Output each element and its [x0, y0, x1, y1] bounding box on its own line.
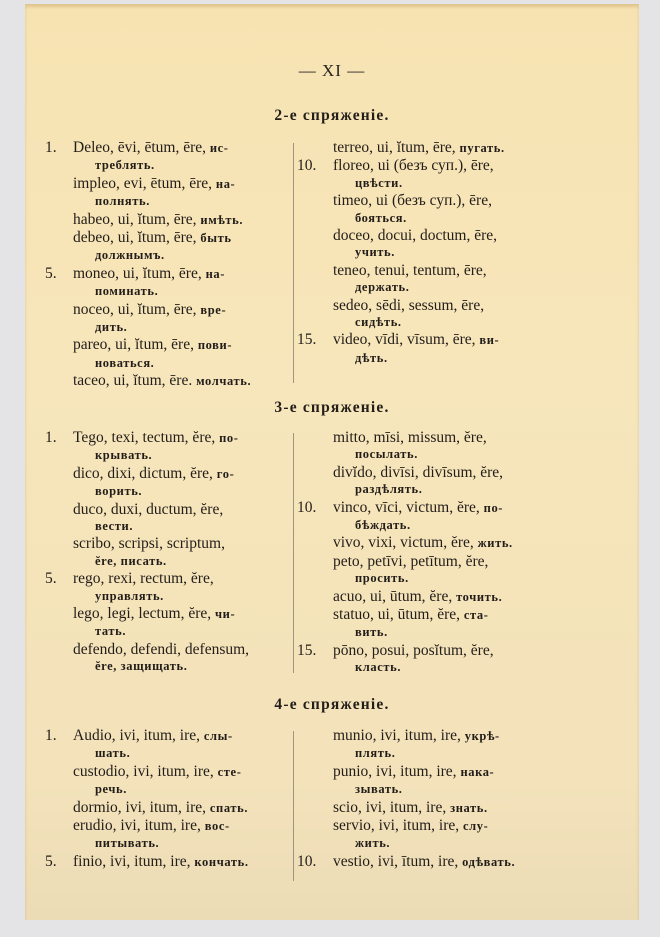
left-column — [47, 727, 313, 871]
verb-entry — [47, 301, 313, 337]
verb-entry — [47, 817, 313, 853]
verb-entry — [301, 139, 601, 157]
russian-translation-continued: бѣждать. — [355, 518, 411, 533]
verb-entry — [47, 853, 313, 871]
latin-principal-parts: dico, dixi, dictum, ĕre, — [73, 464, 213, 482]
verb-entry — [47, 229, 313, 265]
russian-translation: го- — [216, 466, 235, 481]
verb-entry — [47, 465, 313, 501]
russian-translation-continued: цвѣсти. — [355, 175, 403, 190]
russian-translation-continued: питывать. — [95, 836, 160, 851]
left-column — [47, 429, 313, 676]
latin-principal-parts: scribo, scripsi, scriptum, — [73, 535, 225, 553]
russian-translation: жить. — [477, 536, 513, 551]
verb-entry — [297, 331, 601, 367]
russian-translation: слу- — [463, 819, 489, 834]
entry-number: 5. — [45, 264, 57, 282]
entry-number: 10. — [297, 852, 317, 870]
book-page — [25, 4, 639, 920]
russian-translation-continued: плять. — [355, 746, 396, 761]
russian-translation-continued: зывать. — [355, 782, 403, 797]
entry-number: 5. — [45, 570, 57, 588]
verb-entry — [47, 139, 313, 175]
latin-principal-parts: acuo, ui, ūtum, ĕre, — [333, 587, 453, 605]
verb-entry — [301, 817, 601, 853]
latin-principal-parts: vestio, ivi, ītum, ire, — [333, 852, 459, 870]
latin-principal-parts: timeo, ui (безъ суп.), ēre, — [333, 192, 492, 210]
russian-translation-continued: вить. — [355, 625, 388, 640]
russian-translation: быть — [200, 231, 232, 246]
verb-entry — [301, 606, 601, 642]
verb-entry — [47, 799, 313, 817]
russian-translation-continued: посылать. — [355, 447, 418, 462]
latin-principal-parts: lego, legi, lectum, ĕre, — [73, 605, 212, 623]
column-divider — [293, 433, 294, 673]
verb-entry — [301, 192, 601, 227]
latin-principal-parts: finio, ivi, itum, ire, — [73, 852, 191, 870]
russian-translation-continued: ворить. — [95, 484, 143, 499]
verb-entry — [47, 372, 313, 390]
verb-entry — [301, 262, 601, 297]
russian-translation: ис- — [209, 141, 229, 155]
russian-translation-continued: дить. — [95, 320, 128, 335]
right-column — [297, 727, 601, 871]
russian-translation-continued: класть. — [355, 660, 402, 675]
latin-principal-parts: punio, ivi, itum, ire, — [333, 762, 457, 780]
russian-translation-continued: раздѣлять. — [355, 482, 423, 497]
russian-translation-continued: ĕre, писать. — [95, 553, 167, 568]
verb-entry — [301, 534, 601, 552]
russian-translation: вре- — [200, 302, 227, 317]
entry-number: 1. — [45, 727, 57, 744]
russian-translation: по- — [483, 500, 504, 515]
verb-entry — [47, 535, 313, 570]
column-divider — [293, 731, 294, 881]
entry-number: 5. — [45, 852, 57, 870]
latin-principal-parts: pōno, posui, posĭtum, ĕre, — [333, 641, 494, 659]
column-divider — [293, 143, 294, 383]
russian-translation-continued: вести. — [95, 519, 134, 534]
russian-translation-continued: новаться. — [95, 355, 155, 370]
entry-number: 15. — [297, 331, 317, 349]
russian-translation: молчать. — [196, 374, 252, 389]
latin-principal-parts: dormio, ivi, itum, ire, — [73, 798, 207, 816]
verb-entry — [47, 763, 313, 799]
entry-number: 15. — [297, 641, 317, 659]
latin-principal-parts: Tego, texi, tectum, ĕre, — [73, 429, 216, 446]
verb-entry — [47, 570, 313, 605]
entry-number: 1. — [45, 139, 57, 156]
latin-principal-parts: terreo, ui, ĭtum, ēre, — [333, 139, 456, 156]
verb-entry — [47, 727, 313, 763]
latin-principal-parts: debeo, ui, ĭtum, ēre, — [73, 229, 197, 247]
russian-translation: на- — [215, 176, 236, 191]
russian-translation: спать. — [209, 800, 249, 815]
verb-entry — [47, 501, 313, 536]
verb-entry — [301, 464, 601, 499]
russian-translation: слы- — [203, 729, 233, 743]
russian-translation-continued: жить. — [355, 836, 391, 851]
verb-entry — [301, 429, 601, 464]
latin-principal-parts: teneo, tenui, tentum, ēre, — [333, 261, 487, 279]
verb-entry — [301, 727, 601, 763]
russian-translation: кончать. — [194, 854, 249, 869]
verb-entry — [301, 553, 601, 588]
latin-principal-parts: servio, ivi, itum, ire, — [333, 817, 460, 835]
latin-principal-parts: noceo, ui, ĭtum, ēre, — [73, 300, 197, 318]
russian-translation-continued: полнять. — [95, 194, 150, 209]
russian-translation-continued: управлять. — [95, 588, 164, 603]
verb-entry — [47, 641, 313, 676]
latin-principal-parts: Audio, ivi, itum, ire, — [73, 727, 201, 744]
latin-principal-parts: erudio, ivi, itum, ire, — [73, 817, 201, 835]
russian-translation-continued: речь. — [95, 782, 127, 797]
russian-translation: знать. — [450, 800, 488, 815]
russian-translation-continued: держать. — [355, 280, 410, 295]
russian-translation: чи- — [215, 607, 236, 622]
russian-translation-continued: сидѣть. — [355, 315, 402, 330]
latin-principal-parts: pareo, ui, ĭtum, ēre, — [73, 336, 194, 354]
verb-entry — [297, 498, 601, 535]
latin-principal-parts: divĭdo, divīsi, divīsum, ĕre, — [333, 463, 504, 481]
section-title-2nd-conjugation: 2-е спряженіе. — [274, 107, 390, 124]
latin-principal-parts: munio, ivi, itum, ire, — [333, 727, 461, 744]
latin-principal-parts: taceo, ui, ĭtum, ēre. — [73, 372, 193, 390]
right-column — [297, 429, 601, 677]
entry-number: 10. — [297, 157, 317, 175]
latin-principal-parts: vinco, vīci, victum, ĕre, — [333, 498, 480, 516]
latin-principal-parts: video, vīdi, vīsum, ēre, — [333, 331, 476, 349]
verb-entry — [47, 336, 313, 372]
latin-principal-parts: habeo, ui, ĭtum, ēre, — [73, 210, 197, 228]
russian-translation-continued: поминать. — [95, 284, 159, 299]
latin-principal-parts: sedeo, sēdi, sessum, ēre, — [333, 296, 485, 314]
russian-translation-continued: треблять. — [95, 158, 155, 173]
russian-translation: пови- — [197, 338, 233, 353]
verb-entry — [301, 297, 601, 332]
russian-translation-continued: дѣть. — [355, 350, 388, 365]
russian-translation-continued: тать. — [95, 624, 127, 639]
russian-translation-continued: ĕre, защищать. — [95, 659, 188, 674]
latin-principal-parts: Deleo, ēvi, ētum, ēre, — [73, 139, 206, 156]
russian-translation-continued: шать. — [95, 746, 131, 761]
russian-translation: по- — [219, 431, 239, 445]
russian-translation: ста- — [463, 608, 489, 623]
russian-translation-continued: бояться. — [355, 210, 407, 225]
verb-entry — [47, 175, 313, 211]
right-column — [297, 139, 601, 367]
verb-entry — [301, 763, 601, 799]
verb-entry — [301, 227, 601, 262]
russian-translation-continued: учить. — [355, 245, 395, 260]
verb-entry — [297, 641, 601, 677]
verb-entry — [297, 157, 601, 192]
verb-entry — [47, 429, 313, 465]
russian-translation: укрѣ- — [464, 729, 500, 743]
russian-translation: ви- — [479, 333, 500, 348]
latin-principal-parts: defendo, defendi, defensum, — [73, 640, 250, 658]
section-title-4th-conjugation: 4-е спряженіе. — [274, 696, 390, 713]
latin-principal-parts: floreo, ui (безъ суп.), ēre, — [333, 157, 494, 175]
russian-translation: пугать. — [459, 141, 505, 155]
latin-principal-parts: scio, ivi, itum, ire, — [333, 798, 447, 816]
latin-principal-parts: peto, petīvi, petītum, ĕre, — [333, 552, 489, 570]
verb-entry — [301, 799, 601, 817]
russian-translation: вос- — [204, 819, 230, 834]
russian-translation: точить. — [456, 589, 503, 604]
latin-principal-parts: statuo, ui, ūtum, ĕre, — [333, 606, 460, 624]
latin-principal-parts: duco, duxi, ductum, ĕre, — [73, 500, 224, 518]
latin-principal-parts: custodio, ivi, itum, ire, — [73, 762, 214, 780]
russian-translation-continued: крывать. — [95, 448, 153, 463]
left-column — [47, 139, 313, 391]
latin-principal-parts: moneo, ui, ĭtum, ēre, — [73, 264, 202, 282]
latin-principal-parts: rego, rexi, rectum, ĕre, — [73, 570, 214, 588]
latin-principal-parts: impleo, evi, ētum, ēre, — [73, 174, 213, 192]
russian-translation: имѣть. — [200, 212, 244, 227]
russian-translation: одѣвать. — [462, 854, 516, 869]
entry-number: 1. — [45, 429, 57, 446]
verb-entry — [47, 211, 313, 229]
russian-translation: на- — [205, 266, 226, 281]
page-number: — XI — — [298, 61, 366, 80]
verb-entry — [297, 852, 601, 871]
russian-translation: нака- — [460, 764, 495, 779]
verb-entry — [47, 265, 313, 301]
latin-principal-parts: vivo, vixi, victum, ĕre, — [333, 534, 474, 552]
latin-principal-parts: mitto, mīsi, missum, ĕre, — [333, 429, 487, 446]
latin-principal-parts: doceo, docui, doctum, ēre, — [333, 227, 497, 245]
verb-entry — [301, 588, 601, 606]
entry-number: 10. — [297, 498, 317, 516]
verb-entry — [47, 605, 313, 641]
russian-translation: сте- — [217, 764, 242, 779]
section-title-3rd-conjugation: 3-е спряженіе. — [274, 399, 390, 416]
russian-translation-continued: должнымъ. — [95, 248, 165, 263]
russian-translation-continued: просить. — [355, 571, 409, 586]
